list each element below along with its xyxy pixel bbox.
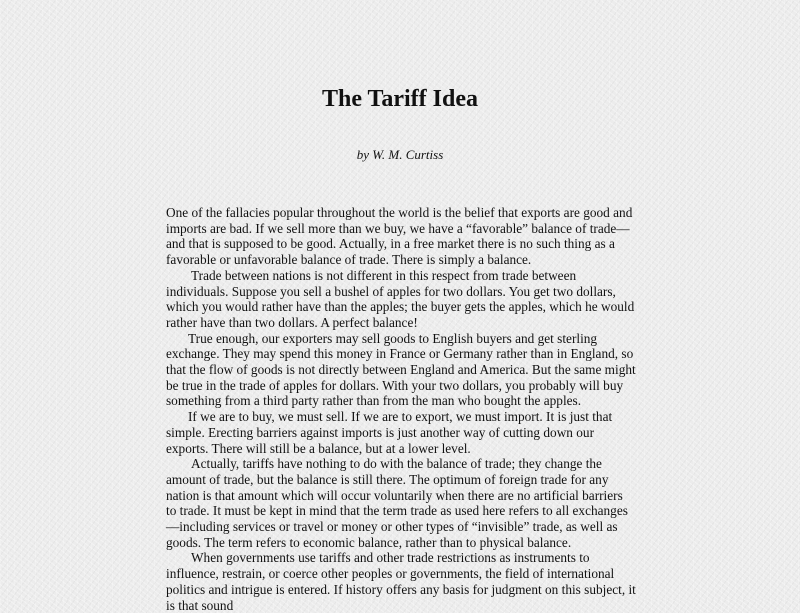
article-body <box>166 205 636 613</box>
paragraph-4: If we are to buy, we must sell. If we are to export, we must import. It is just that simple. Erecting barriers against imports is just another way of cutting down our exports. There will still be a balance, but at a lower level. <box>166 409 613 456</box>
paragraph-2: Trade between nations is not different in this respect from trade between individuals. Suppose you sell a bushel of apples for two dollars. You get two dollars, which you would rather have than the apples; the buyer gets the apples, which he would rather have than two dollars. A perfect balance! <box>166 267 635 330</box>
paragraph-5: Actually, tariffs have nothing to do with the balance of trade; they change the amount of trade, but the balance is still there. The optimum of foreign trade for any nation is that amount which will occur voluntarily when there are no artificial barriers to trade. It must be kept in mind that the term trade as used here refers to all exchanges—including services or travel or money or other types of “invisible” trade, as well as goods. The term refers to economic balance, rather than to physical balance. <box>166 456 628 550</box>
paragraph-1: One of the fallacies popular throughout the world is the belief that exports are good and imports are bad. If we sell more than we buy, we have a “favorable” balance of trade—and that is supposed to be good. Actually, in a free market there is no such thing as a favorable or unfavorable balance of trade. There is simply a balance. <box>166 205 633 268</box>
paragraph-6: When governments use tariffs and other trade restrictions as instruments to influence, restrain, or coerce other peoples or governments, the field of international politics and intrigue is entered. If history offers any basis for judgment on this subject, it is that sound <box>166 550 636 613</box>
paragraph-3: True enough, our exporters may sell goods to English buyers and get sterling exchange. They may spend this money in France or Germany rather than in England, so that the flow of goods is not directly between England and America. But the same might be true in the trade of apples for dollars. With your two dollars, you probably will buy something from a third party rather than from the man who bought the apples. <box>166 330 636 409</box>
page-title: The Tariff Idea <box>321 86 479 112</box>
author-byline: by W. M. Curtiss <box>356 147 444 162</box>
